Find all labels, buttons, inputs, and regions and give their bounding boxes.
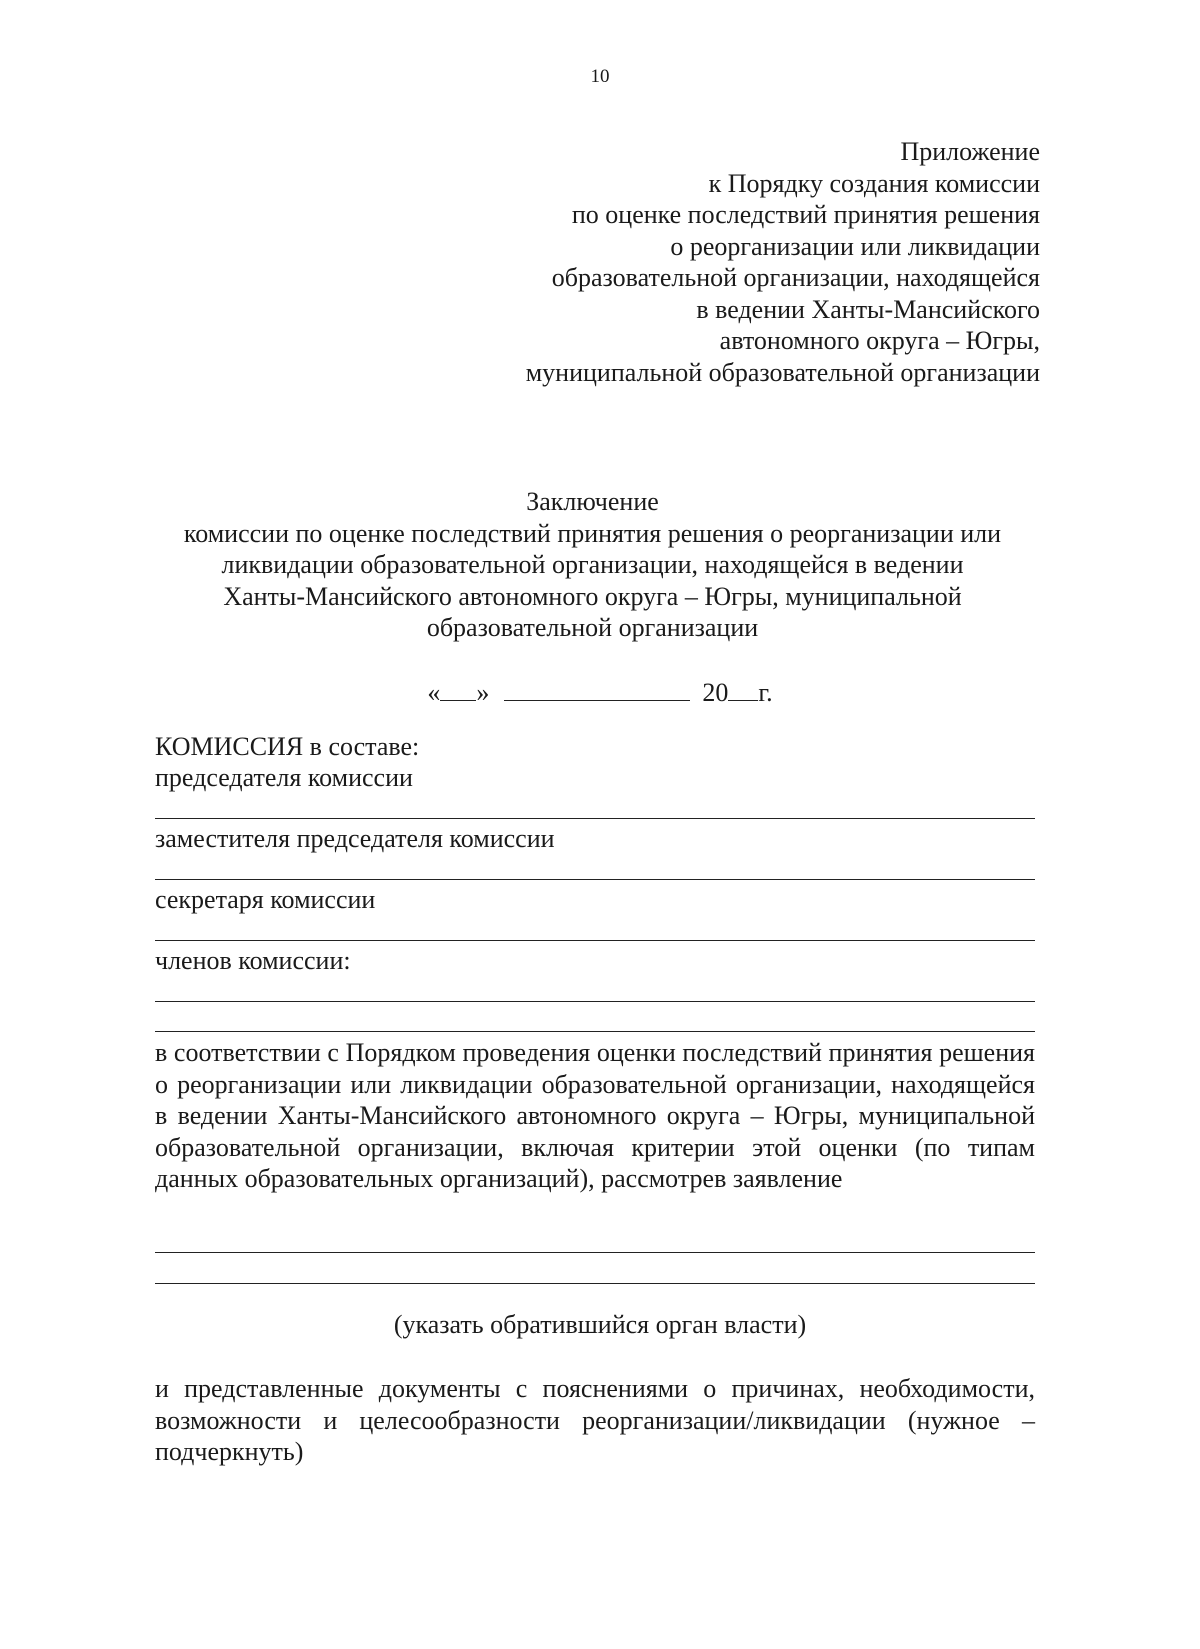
page-number: 10 (590, 66, 610, 87)
chairman-label: председателя комиссии (155, 763, 413, 792)
authority-line[interactable] (155, 1252, 1035, 1253)
appendix-line: в ведении Ханты-Мансийского (696, 294, 1040, 324)
conclusion-line: ликвидации образовательной организации, находящейся в ведении (221, 550, 964, 579)
date-open-quote: « (427, 678, 441, 707)
appendix-line: автономного округа – Югры, (719, 326, 1040, 355)
conclusion-heading (150, 486, 1035, 644)
conclusion-line: Ханты-Мансийского автономного округа – Югры, муниципальной (223, 581, 962, 611)
appendix-line: образовательной организации, находящейся (551, 263, 1040, 292)
conclusion-line: образовательной организации (426, 613, 759, 642)
secretary-line[interactable] (155, 940, 1035, 941)
secretary-label: секретаря комиссии (155, 885, 376, 914)
day-blank[interactable] (440, 676, 476, 701)
year-blank[interactable] (728, 676, 758, 701)
year-suffix: г. (758, 678, 773, 707)
month-blank[interactable] (504, 676, 690, 701)
authority-hint: (указать обратившийся орган власти) (393, 1310, 807, 1339)
date-close-quote: » (476, 678, 490, 707)
members-label: членов комиссии: (155, 946, 351, 975)
paragraph-1: в соответствии с Порядком проведения оценки последствий принятия решения о реорганизации или ликвидации образовательной организации, находящейся в ведении Ханты-Мансийского автономного округа – Югры, муниципальной образовательной организации, включая критерии этой оценки (по типам данных образовательных организаций), рассмотрев заявление (155, 1038, 1035, 1193)
deputy-line[interactable] (155, 879, 1035, 880)
appendix-line: Приложение (900, 137, 1040, 166)
appendix-line: муниципальной образовательной организации (525, 357, 1040, 387)
appendix-line: о реорганизации или ликвидации (670, 231, 1040, 261)
appendix-line: по оценке последствий принятия решения (571, 200, 1040, 229)
appendix-header (420, 136, 1040, 388)
chairman-line[interactable] (155, 818, 1035, 819)
authority-line[interactable] (155, 1283, 1035, 1284)
deputy-label: заместителя председателя комиссии (155, 824, 555, 853)
member-line[interactable] (155, 1031, 1035, 1032)
paragraph-2: и представленные документы с пояснениями о причинах, необходимости, возможности и целесообразности реорганизации/ликвидации (нужное – подчеркнуть) (155, 1374, 1035, 1466)
year-prefix: 20 (702, 678, 729, 707)
appendix-line: к Порядку создания комиссии (708, 168, 1040, 198)
commission-heading: КОМИССИЯ в составе: (155, 732, 420, 761)
member-line[interactable] (155, 1001, 1035, 1002)
conclusion-line: комиссии по оценке последствий принятия решения о реорганизации или (183, 518, 1002, 548)
conclusion-title: Заключение (526, 487, 659, 516)
date-line (0, 676, 1200, 709)
